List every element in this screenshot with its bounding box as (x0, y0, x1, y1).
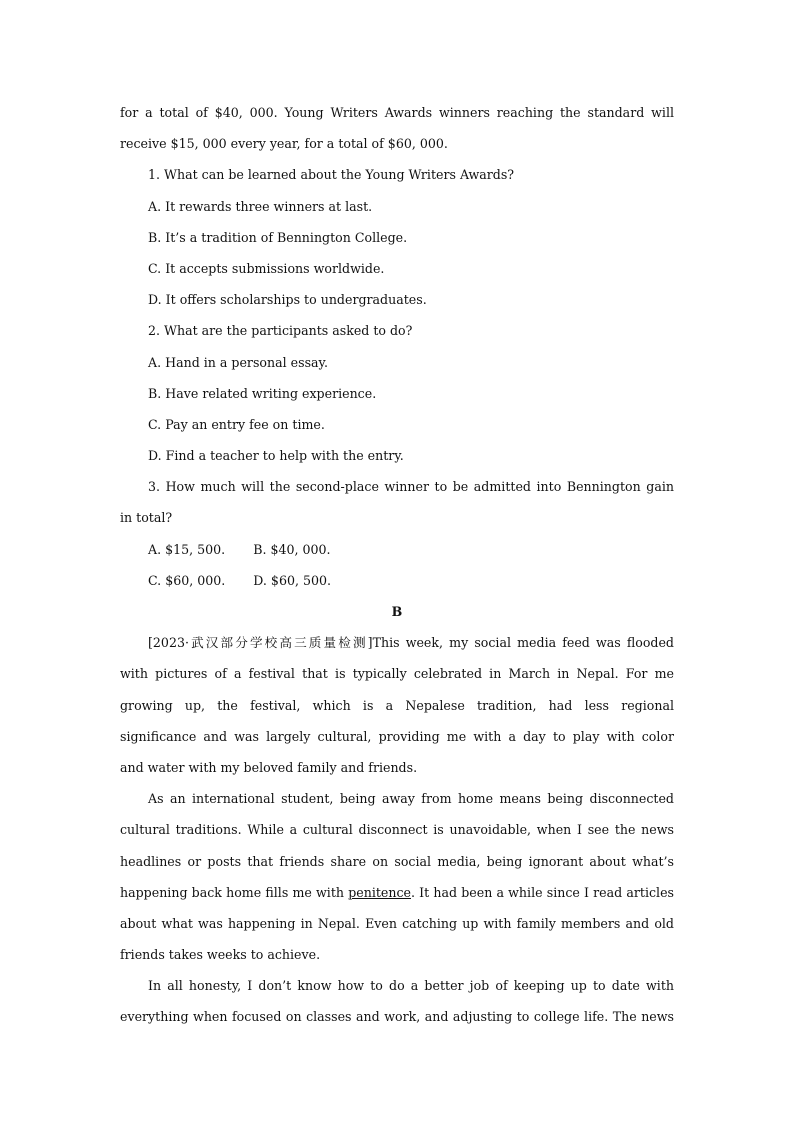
question-1-option-a: A. It rewards three winners at last. (148, 198, 373, 214)
passage-b-p2-line-6: friends takes weeks to achieve. (120, 947, 321, 963)
passage-b-p2-line-5: about what was happening in Nepal. Even catching up with family members and old (120, 915, 674, 931)
passage-b-p2-line-4-post: . It had been a while since I read articles (410, 884, 674, 900)
passage-b-source: [2023·武汉部分学校高三质量检测] (148, 635, 373, 651)
passage-b-p1-line-3: growing up, the festival, which is a Nepalese tradition, had less regional (120, 697, 674, 713)
page-content (120, 97, 674, 1033)
passage-a-line-2: receive $15, 000 every year, for a total of $60, 000. (120, 136, 448, 152)
question-2-option-b: B. Have related writing experience. (148, 385, 377, 401)
question-1-stem: 1. What can be learned about the Young Writers Awards? (148, 167, 515, 183)
question-2-stem: 2. What are the participants asked to do? (148, 323, 413, 339)
question-1-option-b: B. It’s a tradition of Bennington College. (148, 229, 408, 245)
section-b-heading: B (391, 604, 403, 619)
passage-b-p2-line-3: headlines or posts that friends share on social media, being ignorant about what’s (120, 853, 674, 869)
passage-b-p1-line-2: with pictures of a festival that is typically celebrated in March in Nepal. For me (120, 666, 674, 682)
passage-b-p2-line-4 (120, 877, 674, 908)
question-2-option-d: D. Find a teacher to help with the entry. (148, 448, 404, 464)
question-3-options-row-1 (120, 534, 674, 565)
passage-b-p1-line-4: significance and was largely cultural, providing me with a day to play with color (120, 728, 674, 744)
passage-b-p3-line-2: everything when focused on classes and work, and adjusting to college life. The news (120, 1009, 674, 1025)
passage-b-p2-line-2: cultural traditions. While a cultural disconnect is unavoidable, when I see the news (120, 822, 674, 838)
passage-b-p1-line-1 (120, 627, 674, 658)
passage-b-p2-line-4-pre: happening back home fills me with (120, 884, 349, 900)
passage-b-p1-text-1: This week, my social media feed was flooded (372, 635, 674, 651)
passage-b-p3-line-1: In all honesty, I don’t know how to do a better job of keeping up to date with (148, 978, 674, 994)
question-1-option-c: C. It accepts submissions worldwide. (148, 260, 385, 276)
question-1-option-d: D. It offers scholarships to undergraduates. (148, 292, 427, 308)
question-2-option-c: C. Pay an entry fee on time. (148, 416, 325, 432)
question-3-options-row-2 (120, 565, 674, 596)
passage-b-p2-line-1: As an international student, being away from home means being disconnected (148, 791, 674, 807)
question-3-stem-line-2: in total? (120, 510, 173, 526)
question-2-option-a: A. Hand in a personal essay. (148, 354, 328, 370)
question-3-option-d: D. $60, 500. (253, 572, 332, 588)
question-3-stem-line-1: 3. How much will the second-place winner to be admitted into Bennington gain (148, 479, 674, 495)
question-3-option-a: A. $15, 500. (148, 541, 226, 557)
question-3-option-c: C. $60, 000. (148, 572, 226, 588)
underlined-word-penitence: penitence (348, 884, 411, 900)
passage-b-p1-line-5: and water with my beloved family and friends. (120, 759, 418, 775)
question-3-option-b: B. $40, 000. (253, 541, 331, 557)
passage-a-line-1: for a total of $40, 000. Young Writers Awards winners reaching the standard will (120, 105, 674, 120)
